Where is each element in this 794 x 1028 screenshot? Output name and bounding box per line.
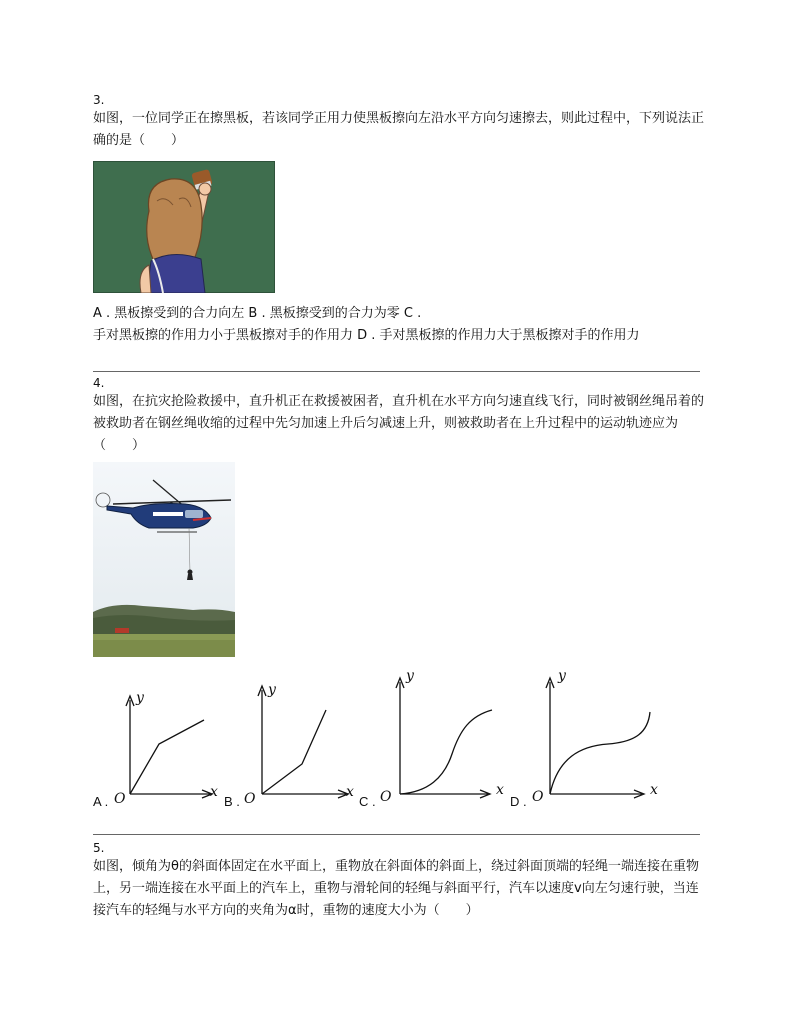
question-3 [93, 92, 705, 152]
y-axis-label: y [136, 690, 144, 706]
question-number: 5. [93, 841, 105, 855]
helicopter-photo [93, 462, 235, 657]
question-text: 如图，在抗灾抢险救援中，直升机正在救援被困者，直升机在水平方向匀速直线飞行，同时被钢丝绳吊着的被救助者在钢丝绳收缩的过程中先匀加速上升后匀减速上升，则被救助者在上升过程中的运动轨迹应为（ ） [93, 394, 705, 453]
options-line-2: 手对黑板擦的作用力小于黑板擦对手的作用力 D . 手对黑板擦的作用力大于黑板擦对手的作用力 [93, 328, 640, 343]
x-axis-label: x [210, 784, 218, 800]
graph-a [112, 690, 220, 802]
y-axis-label: y [268, 682, 276, 698]
x-axis-label: x [496, 782, 504, 798]
blackboard-illustration [93, 161, 275, 293]
x-axis-label: x [650, 782, 658, 798]
graph-c [382, 672, 498, 802]
y-axis-label: y [558, 668, 566, 684]
x-axis-label: x [346, 784, 354, 800]
options-line-1: A . 黑板擦受到的合力向左 B . 黑板擦受到的合力为零 C . [93, 306, 422, 321]
question-number: 3. [93, 93, 105, 107]
question-3-options [93, 303, 705, 347]
question-text: 如图，一位同学正在擦黑板，若该同学正用力使黑板擦向左沿水平方向匀速擦去，则此过程中，下列说法正确的是（ ） [93, 111, 705, 148]
option-b-label: B . [224, 794, 240, 809]
question-5 [93, 840, 705, 922]
origin-label: O [244, 791, 256, 807]
option-a-label: A . [93, 794, 109, 809]
divider [93, 371, 700, 372]
option-c-label: C . [359, 794, 376, 809]
y-axis-label: y [406, 668, 414, 684]
option-d-label: D . [510, 794, 527, 809]
origin-label: O [532, 789, 544, 805]
divider [93, 834, 700, 835]
question-number: 4. [93, 376, 105, 390]
origin-label: O [114, 791, 126, 807]
origin-label: O [380, 789, 392, 805]
question-4 [93, 375, 705, 457]
graph-b [244, 680, 356, 802]
question-text: 如图，倾角为θ的斜面体固定在水平面上，重物放在斜面体的斜面上，绕过斜面顶端的轻绳一端连接在重物上，另一端连接在水平面上的汽车上，重物与滑轮间的轻绳与斜面平行，汽车以速度v向左匀速行驶，当连接汽车的轻绳与水平方向的夹角为α时，重物的速度大小为（ ） [93, 859, 699, 918]
graph-d [532, 672, 652, 802]
